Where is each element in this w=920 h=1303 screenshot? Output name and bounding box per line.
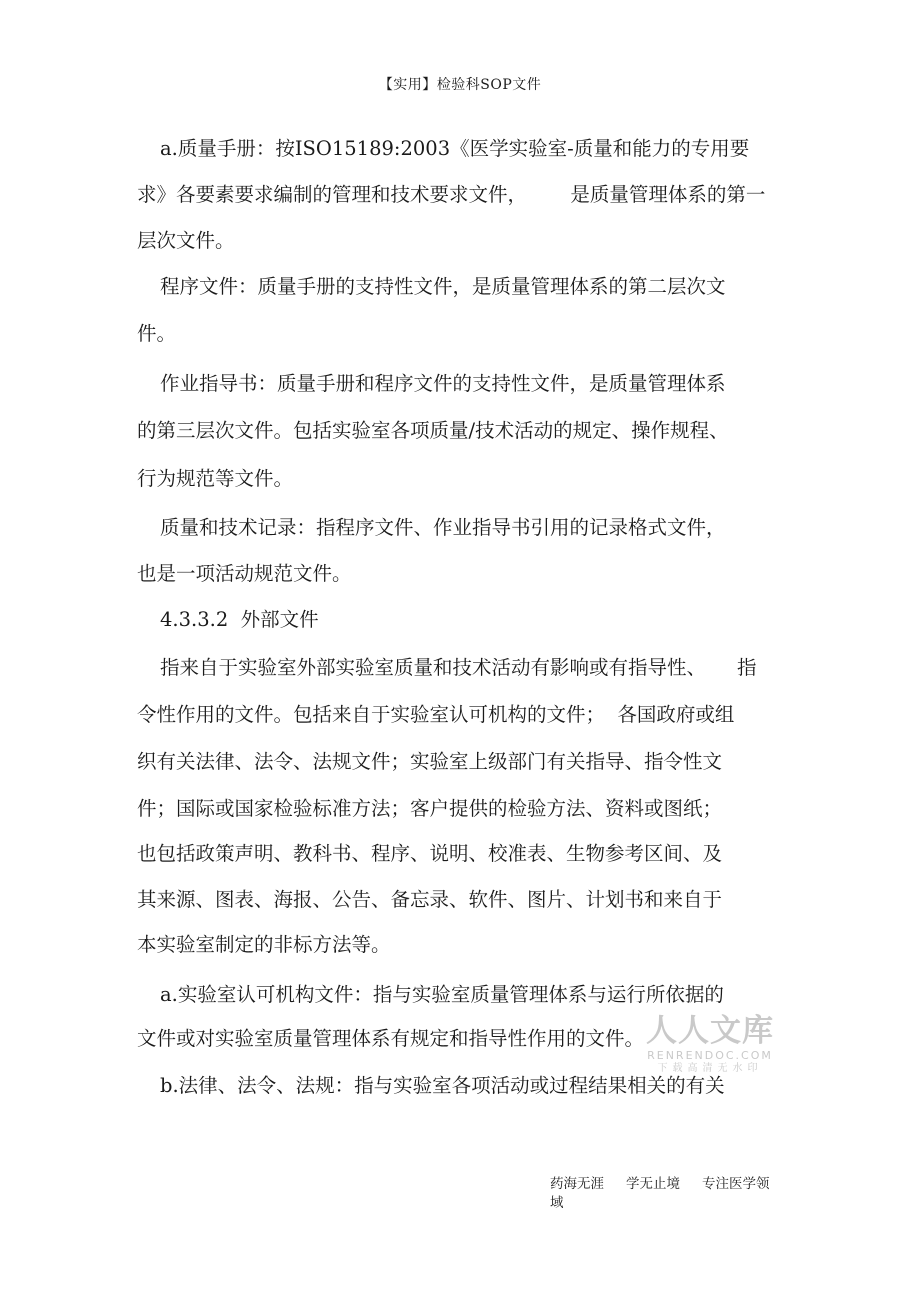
paragraph-line: 指来自于实验室外部实验室质量和技术活动有影响或有指导性、 指 xyxy=(160,656,757,679)
paragraph-line: 的第三层次文件。包括实验室各项质量/技术活动的规定、操作规程、 xyxy=(137,419,729,442)
watermark-brand: 人人文库 xyxy=(646,1013,774,1049)
paragraph-line: 织有关法律、法令、法规文件；实验室上级部门有关指导、指令性文 xyxy=(137,750,723,773)
watermark xyxy=(645,1013,775,1075)
footer-item: 专注医学领 xyxy=(702,1176,770,1192)
paragraph-line: 其来源、图表、海报、公告、备忘录、软件、图片、计划书和来自于 xyxy=(137,888,723,911)
paragraph-line: 质量和技术记录：指程序文件、作业指导书引用的记录格式文件， xyxy=(160,516,726,539)
watermark-url: RENRENDOC.COM xyxy=(647,1049,773,1062)
paragraph-line: 件。 xyxy=(137,322,177,345)
paragraph-line: 也包括政策声明、教科书、程序、说明、校准表、生物参考区间、及 xyxy=(137,842,723,865)
paragraph-line: 令性作用的文件。包括来自于实验室认可机构的文件； 各国政府或组 xyxy=(137,703,735,726)
paragraph-line: 行为规范等文件。 xyxy=(137,467,294,490)
paragraph-line: 件；国际或国家检验标准方法；客户提供的检验方法、资料或图纸； xyxy=(137,797,723,820)
page-footer xyxy=(550,1175,792,1213)
paragraph-line: 文件或对实验室质量管理体系有规定和指导性作用的文件。 xyxy=(137,1027,645,1050)
page-header: 【实用】检验科SOP文件 xyxy=(378,77,542,93)
paragraph-line: 也是一项活动规范文件。 xyxy=(137,562,352,585)
section-heading: 4.3.3.2 外部文件 xyxy=(160,608,319,631)
paragraph-line: b.法律、法令、法规：指与实验室各项活动或过程结果相关的有关 xyxy=(160,1074,725,1097)
paragraph-line: 层次文件。 xyxy=(137,229,235,252)
paragraph-line: 作业指导书：质量手册和程序文件的支持性文件，是质量管理体系 xyxy=(160,372,726,395)
paragraph-line: a.实验室认可机构文件：指与实验室质量管理体系与运行所依据的 xyxy=(160,983,724,1006)
paragraph-line: 求》各要素要求编制的管理和技术要求文件， 是质量管理体系的第一 xyxy=(137,183,766,206)
footer-item: 药海无涯 xyxy=(550,1176,604,1192)
paragraph-line: 本实验室制定的非标方法等。 xyxy=(137,933,391,956)
paragraph-line: 程序文件：质量手册的支持性文件，是质量管理体系的第二层次文 xyxy=(160,275,726,298)
footer-item: 学无止境 xyxy=(626,1176,680,1192)
footer-wrap: 域 xyxy=(550,1195,564,1211)
paragraph-line: a.质量手册：按ISO15189:2003《医学实验室-质量和能力的专用要 xyxy=(160,137,750,160)
watermark-tagline: 下载高清无水印 xyxy=(657,1063,763,1074)
